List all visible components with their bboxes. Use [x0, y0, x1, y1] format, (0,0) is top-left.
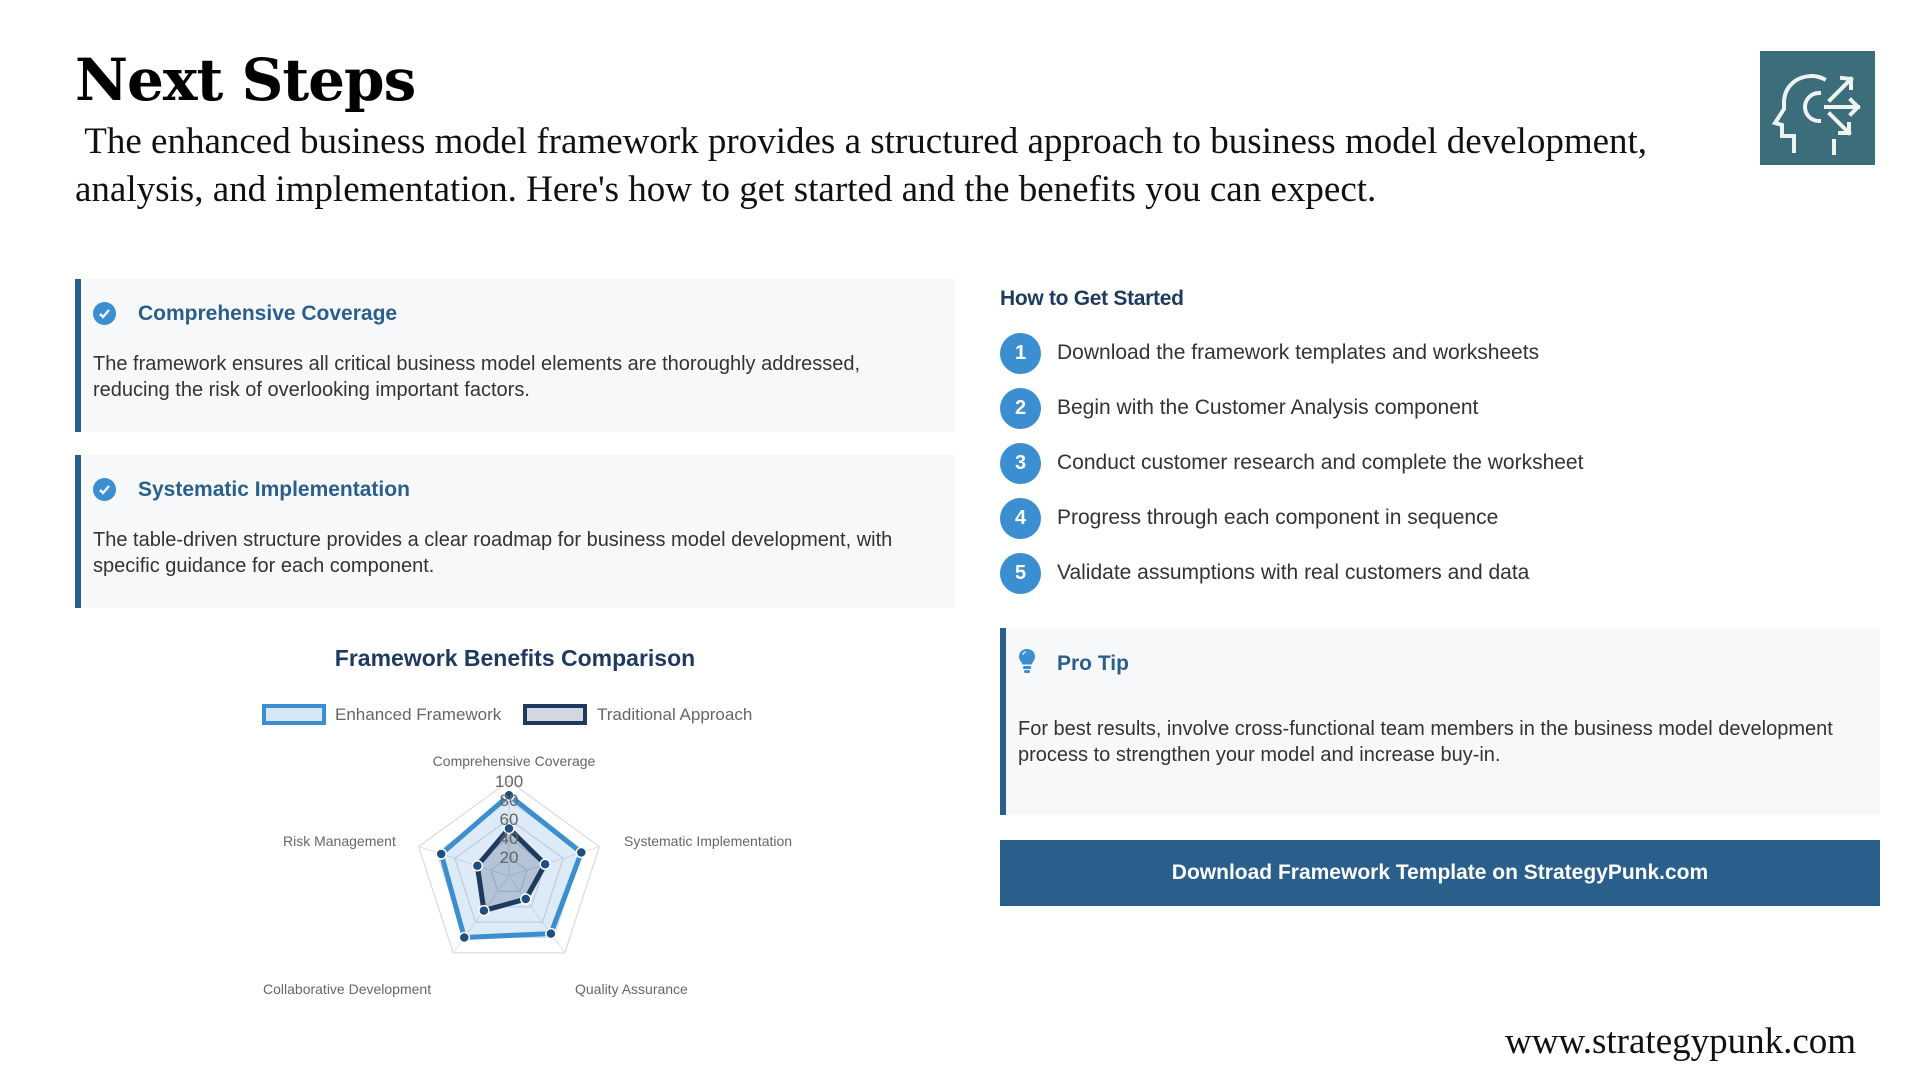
- chart-title: Framework Benefits Comparison: [334, 645, 696, 671]
- step-number-badge: 1: [1000, 333, 1041, 374]
- benefit-text: The framework ensures all critical business model elements are thoroughly addressed, reducing the risk of overlooking important factors.: [93, 353, 861, 401]
- legend-swatch-traditional: [525, 706, 585, 723]
- legend-swatch-enhanced: [264, 706, 324, 723]
- step-number-badge: 5: [1000, 553, 1041, 594]
- benefit-title: Systematic Implementation: [138, 478, 410, 501]
- pro-tip-text: For best results, involve cross-functional team members in the business model development process to strengthen your model and increase buy-in.: [1018, 718, 1833, 766]
- axis-label-quality: Quality Assurance: [575, 981, 688, 997]
- pro-tip-box: [1000, 628, 1880, 815]
- benefit-card-comprehensive: [75, 279, 955, 432]
- page-title: Next Steps: [75, 46, 416, 114]
- axis-label-coverage: Comprehensive Coverage: [432, 753, 596, 769]
- pro-tip-title: Pro Tip: [1057, 652, 1129, 675]
- head-arrows-icon: [1760, 51, 1875, 165]
- svg-text:100: 100: [494, 772, 524, 791]
- step-text: Begin with the Customer Analysis component: [1057, 396, 1479, 419]
- chart-legend[interactable]: [264, 705, 752, 724]
- benefit-text: The table-driven structure provides a clear roadmap for business model development, with specific guidance for each component.: [93, 529, 893, 577]
- svg-text:40: 40: [499, 829, 519, 848]
- step-item: [1000, 332, 1539, 374]
- legend-label-traditional: Traditional Approach: [597, 705, 753, 724]
- svg-text:80: 80: [499, 791, 519, 810]
- footer-url[interactable]: www.strategypunk.com: [1505, 1021, 1857, 1062]
- step-number-badge: 3: [1000, 443, 1041, 484]
- svg-text:20: 20: [499, 848, 519, 867]
- lightbulb-icon: [1018, 648, 1036, 674]
- radar-chart: [240, 690, 840, 1020]
- step-number-badge: 4: [1000, 498, 1041, 539]
- benefit-card-systematic: [75, 455, 955, 608]
- check-circle-icon: [93, 478, 116, 501]
- step-text: Conduct customer research and complete the worksheet: [1057, 451, 1584, 474]
- download-template-button[interactable]: Download Framework Template on StrategyPunk.com: [1000, 840, 1880, 906]
- page-subtitle: The enhanced business model framework provides a structured approach to business model development, analysis, and implementation. Here's how to get started and the benefits you can expect.: [75, 121, 1657, 210]
- svg-text:60: 60: [499, 810, 519, 829]
- how-to-heading: How to Get Started: [1000, 287, 1184, 310]
- step-item: [1000, 442, 1583, 484]
- axis-label-risk: Risk Management: [283, 833, 396, 849]
- benefit-title: Comprehensive Coverage: [138, 302, 398, 325]
- step-number-badge: 2: [1000, 388, 1041, 429]
- axis-label-collaborative: Collaborative Development: [263, 981, 432, 997]
- axis-label-systematic: Systematic Implementation: [624, 833, 793, 849]
- step-text: Download the framework templates and worksheets: [1057, 341, 1540, 364]
- step-text: Validate assumptions with real customers and data: [1057, 561, 1530, 584]
- step-item: [1000, 387, 1478, 429]
- check-circle-icon: [93, 302, 116, 325]
- step-item: [1000, 552, 1529, 594]
- legend-label-enhanced: Enhanced Framework: [335, 705, 502, 724]
- step-text: Progress through each component in sequence: [1057, 506, 1499, 529]
- step-item: [1000, 497, 1498, 539]
